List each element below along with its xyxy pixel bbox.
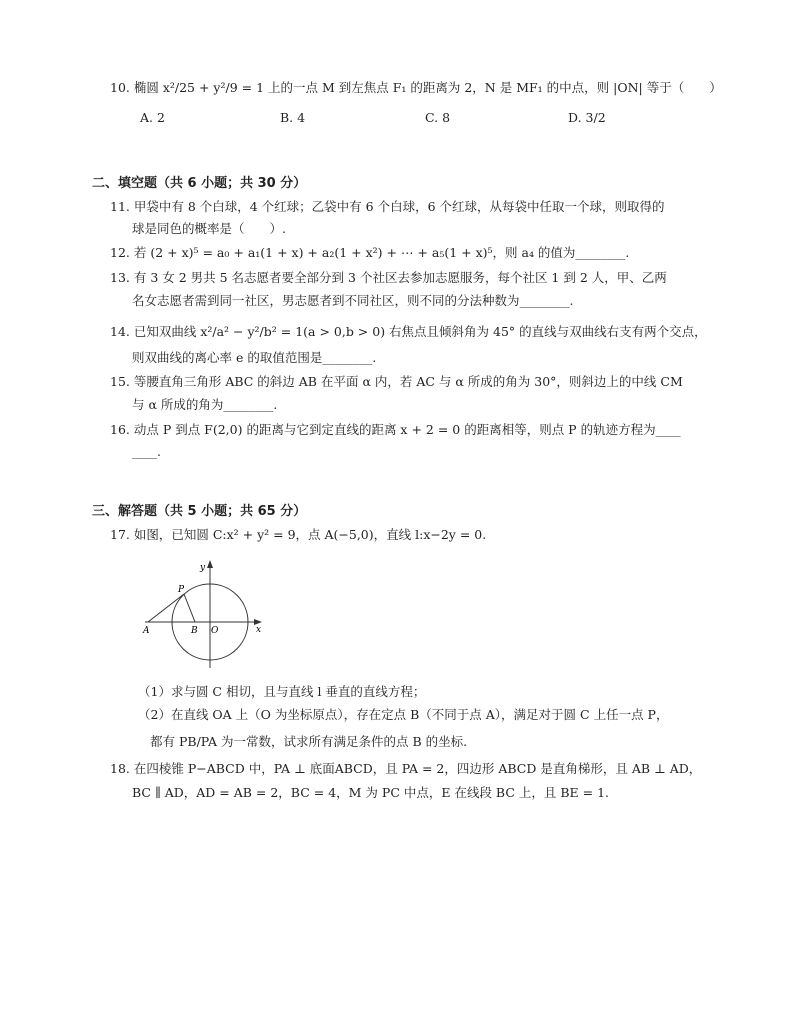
- q17-part2-line1: （2）在直线 OA 上（O 为坐标原点），存在定点 B（不同于点 A），满足对于圆 C 上任一点 P，: [138, 707, 669, 722]
- segment-pa: [148, 594, 184, 622]
- q18-line2: BC ∥ AD，AD = AB = 2，BC = 4，M 为 PC 中点，E 在线段 BC 上，且 BE = 1.: [132, 785, 610, 800]
- q15-line2: 与 α 所成的角为________.: [132, 397, 278, 412]
- q16-line1: 16. 动点 P 到点 F(2,0) 的距离与它到定直线的距离 x + 2 = 0 的距离相等，则点 P 的轨迹方程为____: [110, 422, 681, 437]
- q10-option-a: A. 2: [140, 110, 165, 125]
- label-p: P: [178, 585, 185, 595]
- q14-line2: 则双曲线的离心率 e 的取值范围是________.: [132, 350, 377, 365]
- q10-option-b: B. 4: [280, 110, 306, 125]
- q12: 12. 若 (2 + x)⁵ = a₀ + a₁(1 + x) + a₂(1 + x²) + ⋯ + a₅(1 + x)⁵，则 a₄ 的值为________.: [110, 245, 630, 260]
- segment-pb: [184, 594, 195, 622]
- q17-figure: [140, 560, 280, 675]
- section3-title: 三、解答题（共 5 小题；共 65 分）: [92, 504, 307, 519]
- q13-line1: 13. 有 3 女 2 男共 5 名志愿者要全部分到 3 个社区去参加志愿服务，每个社区 1 到 2 人，甲、乙两: [110, 270, 667, 285]
- q10-stem: 10. 椭圆 x²/25 + y²/9 = 1 上的一点 M 到左焦点 F₁ 的距离为 2，N 是 MF₁ 的中点，则 |ON| 等于（ ）: [110, 80, 722, 95]
- q11-line1: 11. 甲袋中有 8 个白球，4 个红球；乙袋中有 6 个白球，6 个红球，从每袋中任取一个球，则取得的: [110, 199, 665, 214]
- q17-stem: 17. 如图，已知圆 C:x² + y² = 9，点 A(−5,0)，直线 l:x−2y = 0.: [110, 527, 487, 542]
- q10-option-d: D. 3/2: [568, 110, 606, 125]
- label-y: y: [200, 563, 206, 573]
- label-x: x: [256, 625, 262, 635]
- label-o: O: [211, 626, 219, 636]
- q11-line2: 球是同色的概率是（ ）.: [132, 221, 286, 236]
- label-a: A: [143, 626, 150, 636]
- q17-part2-line2: 都有 PB/PA 为一常数，试求所有满足条件的点 B 的坐标.: [150, 734, 468, 749]
- q15-line1: 15. 等腰直角三角形 ABC 的斜边 AB 在平面 α 内，若 AC 与 α 所成的角为 30°，则斜边上的中线 CM: [110, 374, 683, 389]
- q14-line1: 14. 已知双曲线 x²/a² − y²/b² = 1(a > 0,b > 0) 右焦点且倾斜角为 45° 的直线与双曲线右支有两个交点，: [110, 324, 707, 339]
- section2-title: 二、填空题（共 6 小题；共 30 分）: [92, 176, 307, 191]
- y-axis-arrow-icon: [207, 560, 213, 568]
- q13-line2: 名女志愿者需到同一社区，男志愿者到不同社区，则不同的分法种数为________.: [132, 293, 574, 308]
- q16-line2: ____.: [132, 444, 161, 459]
- q18-line1: 18. 在四棱锥 P−ABCD 中，PA ⊥ 底面ABCD，且 PA = 2，四边形 ABCD 是直角梯形，且 AB ⊥ AD，: [110, 761, 702, 776]
- q17-part1: （1）求与圆 C 相切，且与直线 l 垂直的直线方程；: [138, 684, 426, 699]
- label-b: B: [191, 626, 198, 636]
- q10-option-c: C. 8: [425, 110, 451, 125]
